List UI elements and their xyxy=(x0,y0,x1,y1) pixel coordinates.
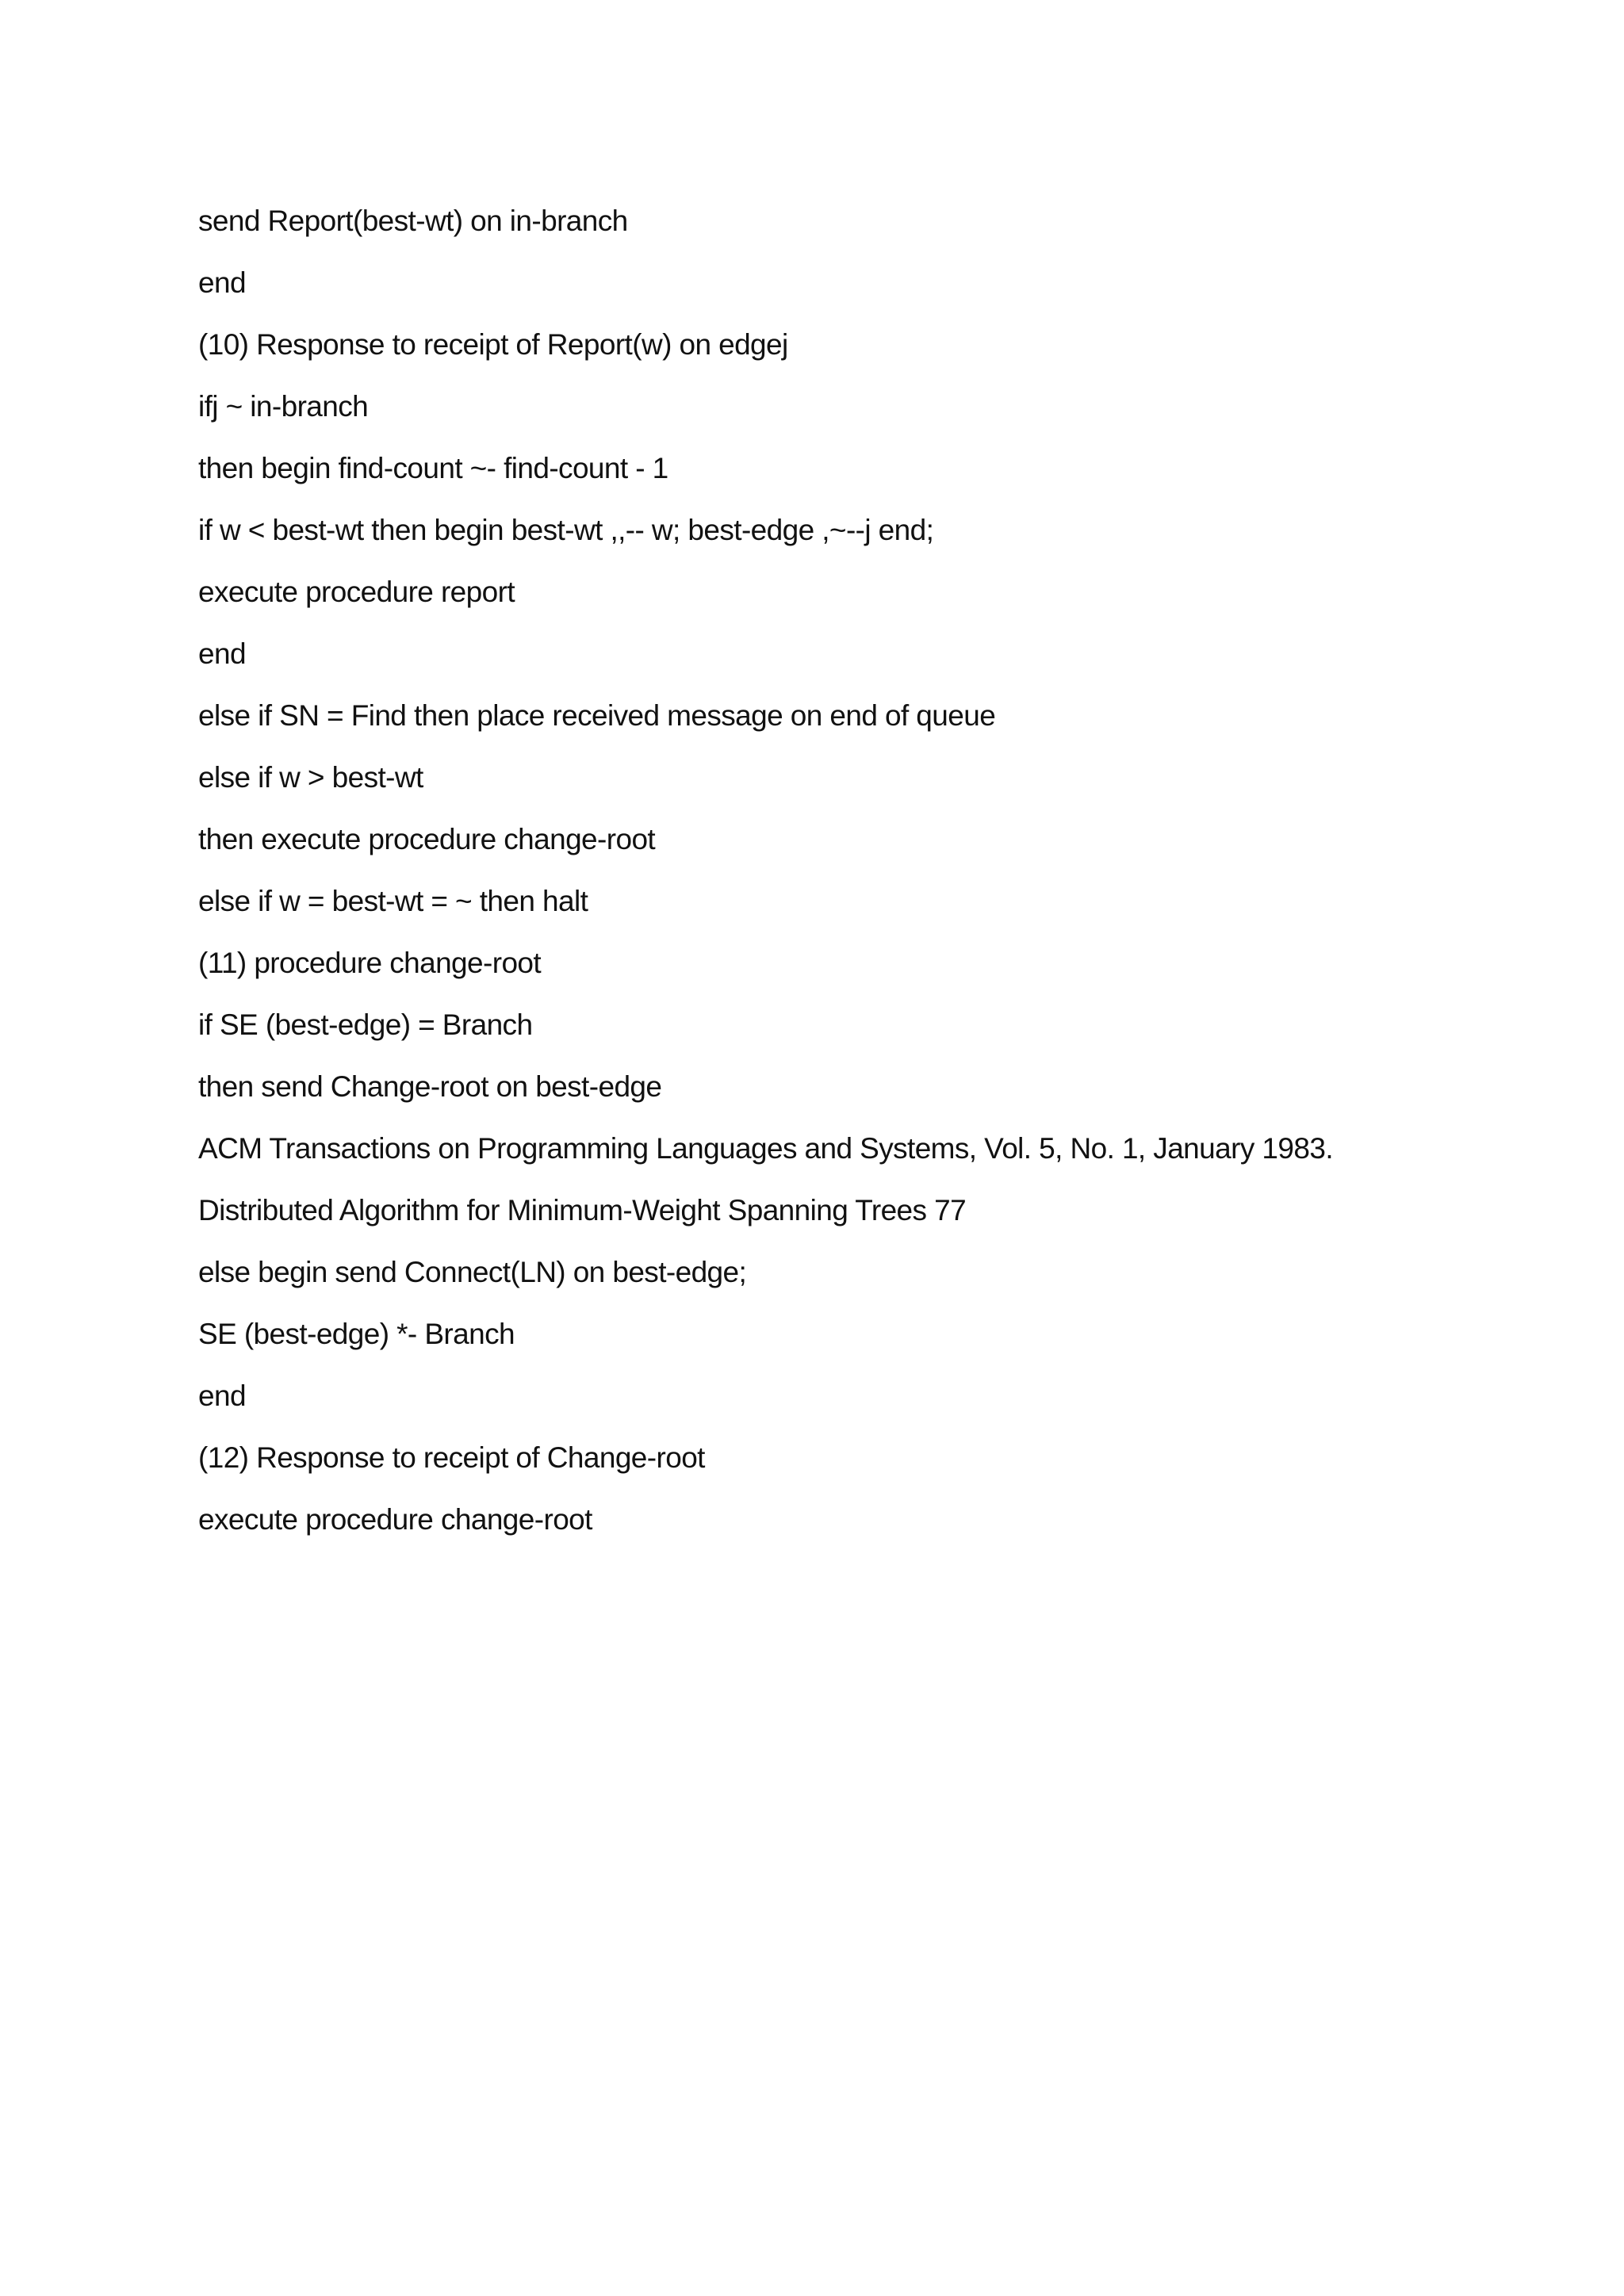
text-line: end xyxy=(198,266,246,299)
text-line: SE (best-edge) *- Branch xyxy=(198,1318,515,1350)
text-line: then begin find-count ~- find-count - 1 xyxy=(198,452,668,484)
text-line: else if w = best-wt = ~ then halt xyxy=(198,885,588,917)
text-line: ifj ~ in-branch xyxy=(198,390,369,423)
text-line: send Report(best-wt) on in-branch xyxy=(198,205,628,237)
text-line: then send Change-root on best-edge xyxy=(198,1070,662,1103)
text-line: else if w > best-wt xyxy=(198,761,423,794)
text-line: else if SN = Find then place received message on end of queue xyxy=(198,699,996,732)
text-line: (10) Response to receipt of Report(w) on edgej xyxy=(198,328,788,361)
running-header: Distributed Algorithm for Minimum-Weight Spanning Trees 77 xyxy=(198,1194,967,1226)
text-line: if SE (best-edge) = Branch xyxy=(198,1008,533,1041)
text-line: then execute procedure change-root xyxy=(198,823,656,855)
text-line: (11) procedure change-root xyxy=(198,947,542,979)
text-line: end xyxy=(198,1380,246,1412)
journal-footer: ACM Transactions on Programming Languages and Systems, Vol. 5, No. 1, January 1983. xyxy=(198,1132,1333,1165)
text-line: else begin send Connect(LN) on best-edge; xyxy=(198,1256,747,1288)
algorithm-text xyxy=(198,190,1546,1551)
text-line: if w < best-wt then begin best-wt ,,-- w; best-edge ,~--j end; xyxy=(198,514,934,546)
text-line: (12) Response to receipt of Change-root xyxy=(198,1441,705,1474)
text-line: execute procedure report xyxy=(198,576,515,608)
text-line: execute procedure change-root xyxy=(198,1503,592,1536)
text-line: end xyxy=(198,637,246,670)
